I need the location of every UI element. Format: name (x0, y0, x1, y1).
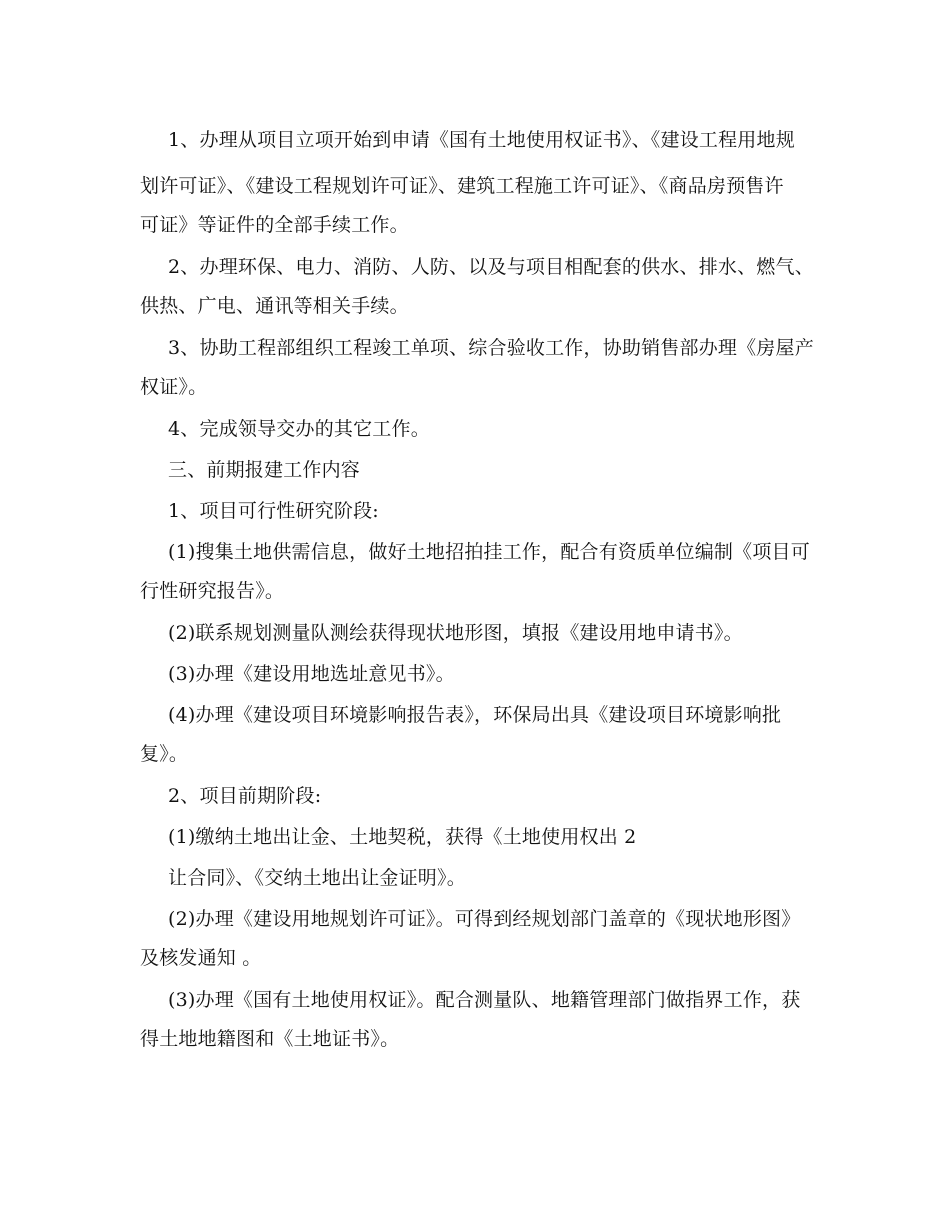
subsection-heading: 1、项目可行性研究阶段: (168, 500, 379, 522)
paragraph-line: (3)办理《建设用地选址意见书》。 (168, 663, 455, 685)
paragraph-line: 得土地地籍图和《土地证书》。 (140, 1028, 400, 1050)
paragraph-line: (2)联系规划测量队测绘获得现状地形图，填报《建设用地申请书》。 (168, 622, 743, 644)
paragraph-line: (3)办理《国有土地使用权证》。配合测量队、地籍管理部门做指界工作，获 (168, 989, 801, 1011)
paragraph-line: (1)搜集土地供需信息，做好土地招拍挂工作，配合有资质单位编制《项目可 (168, 541, 810, 563)
paragraph-line: 划许可证》、《建设工程规划许可证》、建筑工程施工许可证》、《商品房预售许 (140, 175, 784, 197)
paragraph-line: 4、完成领导交办的其它工作。 (168, 418, 430, 440)
section-heading: 三、前期报建工作内容 (168, 459, 361, 481)
paragraph-line: 复》。 (140, 743, 189, 765)
paragraph-line: 2、办理环保、电力、消防、人防、以及与项目相配套的供水、排水、燃气、 (168, 256, 814, 278)
paragraph-line: 及核发通知 。 (140, 947, 262, 969)
paragraph-line: 权证》。 (140, 376, 208, 398)
paragraph-line: 行性研究报告》。 (140, 580, 285, 602)
paragraph-line: 可证》等证件的全部手续工作。 (140, 214, 409, 236)
paragraph-line: 1、办理从项目立项开始到申请《国有土地使用权证书》、《建设工程用地规 (168, 129, 795, 151)
paragraph-line: 供热、广电、通讯等相关手续。 (140, 295, 409, 317)
paragraph-line: (2)办理《建设用地规划许可证》。可得到经规划部门盖章的《现状地形图》 (168, 908, 801, 930)
paragraph-line: (1)缴纳土地出让金、土地契税，获得《土地使用权出 2 (168, 826, 637, 848)
subsection-heading: 2、项目前期阶段: (168, 785, 322, 807)
paragraph-line: 让合同》、《交纳土地出让金证明》。 (168, 867, 466, 889)
paragraph-line: (4)办理《建设项目环境影响报告表》，环保局出具《建设项目环境影响批 (168, 704, 782, 726)
paragraph-line: 3、协助工程部组织工程竣工单项、综合验收工作，协助销售部办理《房屋产 (168, 337, 814, 359)
